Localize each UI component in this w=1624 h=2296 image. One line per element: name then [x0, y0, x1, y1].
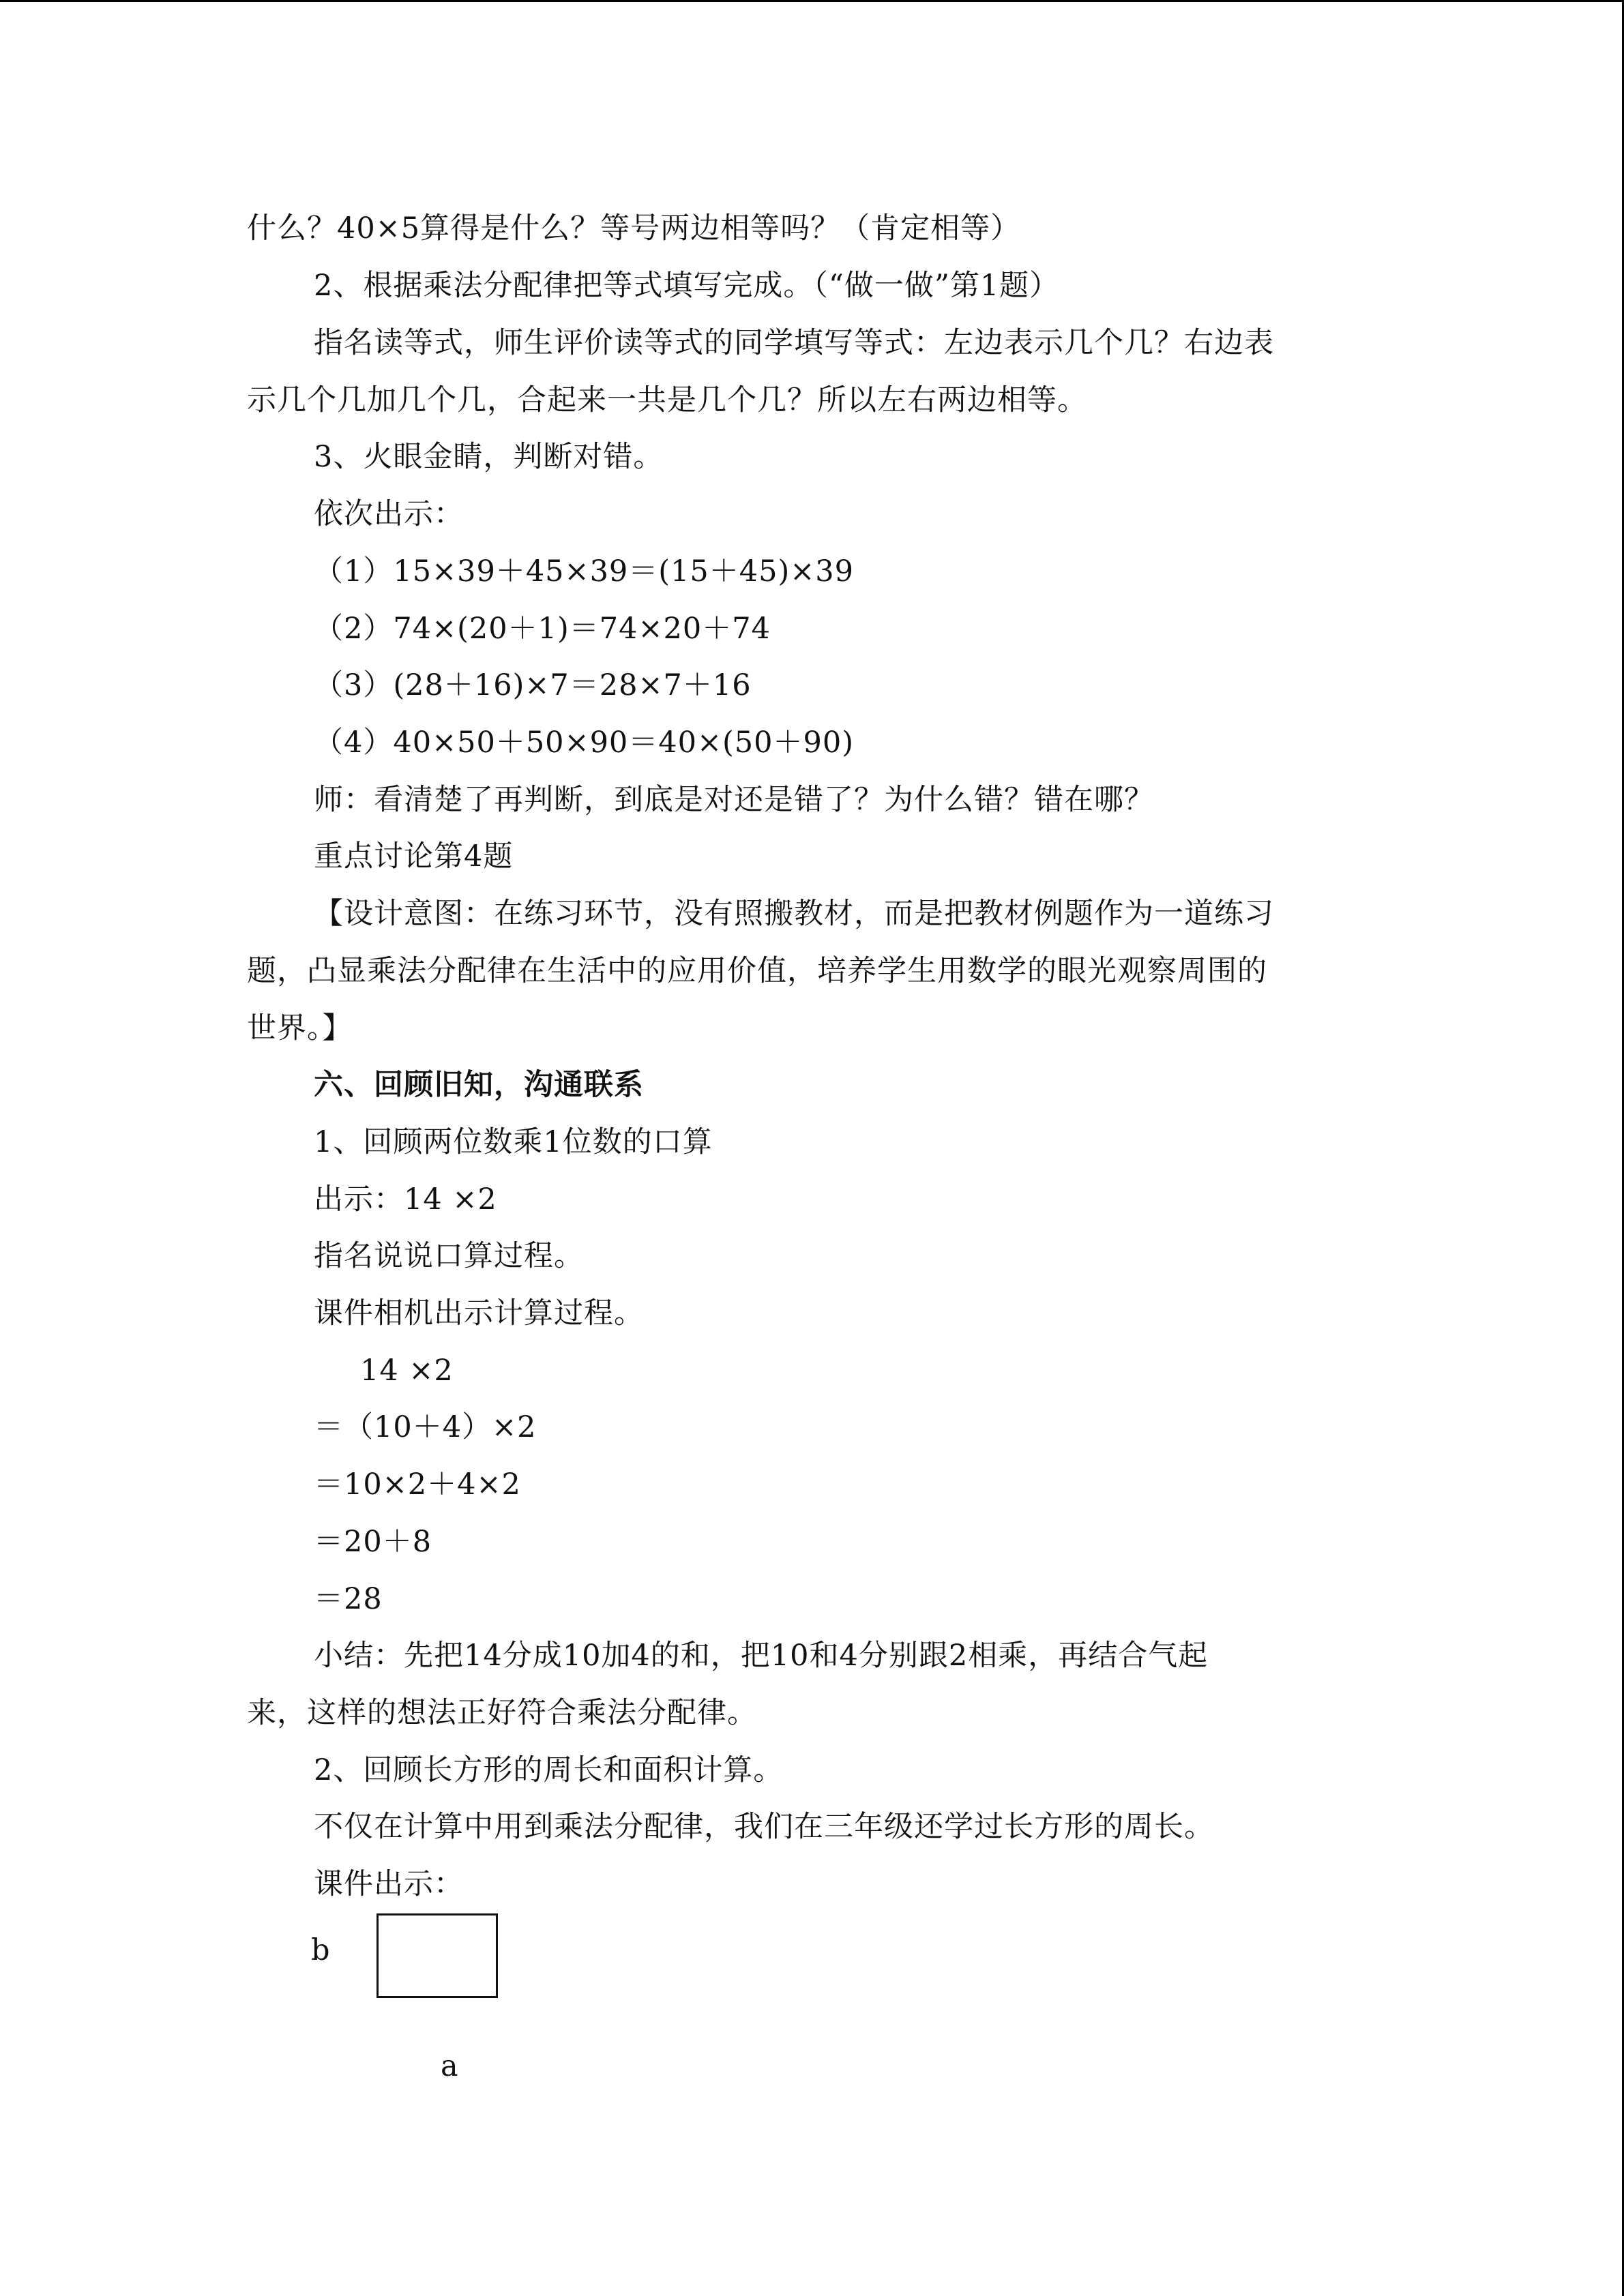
paragraph-line: 【设计意图：在练习环节，没有照搬教材，而是把教材例题作为一道练习: [314, 897, 1274, 931]
calculation-line: ＝10×2＋4×2: [314, 1467, 521, 1502]
equation-line: （4）40×50＋50×90＝40×(50＋90): [314, 726, 855, 760]
paragraph-line: 世界。】: [247, 1011, 353, 1045]
paragraph-line: 示几个几加几个几，合起来一共是几个几？所以左右两边相等。: [247, 383, 1087, 417]
paragraph-line: 3、火眼金睛，判断对错。: [314, 440, 664, 474]
equation-line: （1）15×39＋45×39＝(15＋45)×39: [314, 554, 855, 588]
paragraph-line: 2、回顾长方形的周长和面积计算。: [314, 1753, 784, 1787]
paragraph-line: 什么？40×5算得是什么？等号两边相等吗？（肯定相等）: [247, 211, 1021, 245]
paragraph-line: 2、根据乘法分配律把等式填写完成。（“做一做”第1题）: [314, 269, 1060, 303]
paragraph-line: 题，凸显乘法分配律在生活中的应用价值，培养学生用数学的眼光观察周围的: [247, 954, 1267, 988]
calculation-line: 14 ×2: [360, 1354, 454, 1388]
rectangle-side-label-b: b: [311, 1933, 331, 1967]
page-border-top: [0, 0, 1624, 2]
paragraph-line: 不仅在计算中用到乘法分配律，我们在三年级还学过长方形的周长。: [314, 1810, 1214, 1844]
paragraph-line: 小结：先把14分成10加4的和，把10和4分别跟2相乘，再结合气起: [314, 1639, 1209, 1673]
paragraph-line: 重点讨论第4题: [314, 839, 514, 874]
paragraph-line: 1、回顾两位数乘1位数的口算: [314, 1125, 713, 1159]
equation-line: （2）74×(20＋1)＝74×20＋74: [314, 612, 771, 646]
section-heading: 六、回顾旧知，沟通联系: [314, 1068, 644, 1102]
equation-line: （3）(28＋16)×7＝28×7＋16: [314, 668, 752, 702]
paragraph-line: 来，这样的想法正好符合乘法分配律。: [247, 1696, 757, 1730]
paragraph-line: 课件相机出示计算过程。: [314, 1296, 644, 1330]
paragraph-line: 依次出示：: [314, 497, 464, 531]
paragraph-line: 指名说说口算过程。: [314, 1239, 584, 1273]
paragraph-line: 出示：14 ×2: [314, 1182, 497, 1217]
paragraph-line: 指名读等式，师生评价读等式的同学填写等式：左边表示几个几？右边表: [314, 326, 1274, 360]
calculation-line: ＝（10＋4）×2: [314, 1410, 537, 1444]
calculation-line: ＝28: [314, 1582, 383, 1616]
paragraph-line: 师：看清楚了再判断，到底是对还是错了？为什么错？错在哪？: [314, 783, 1154, 817]
calculation-line: ＝20＋8: [314, 1525, 432, 1559]
rectangle-side-label-a: a: [441, 2049, 459, 2083]
rectangle-figure: [377, 1913, 498, 1998]
paragraph-line: 课件出示：: [314, 1867, 464, 1901]
